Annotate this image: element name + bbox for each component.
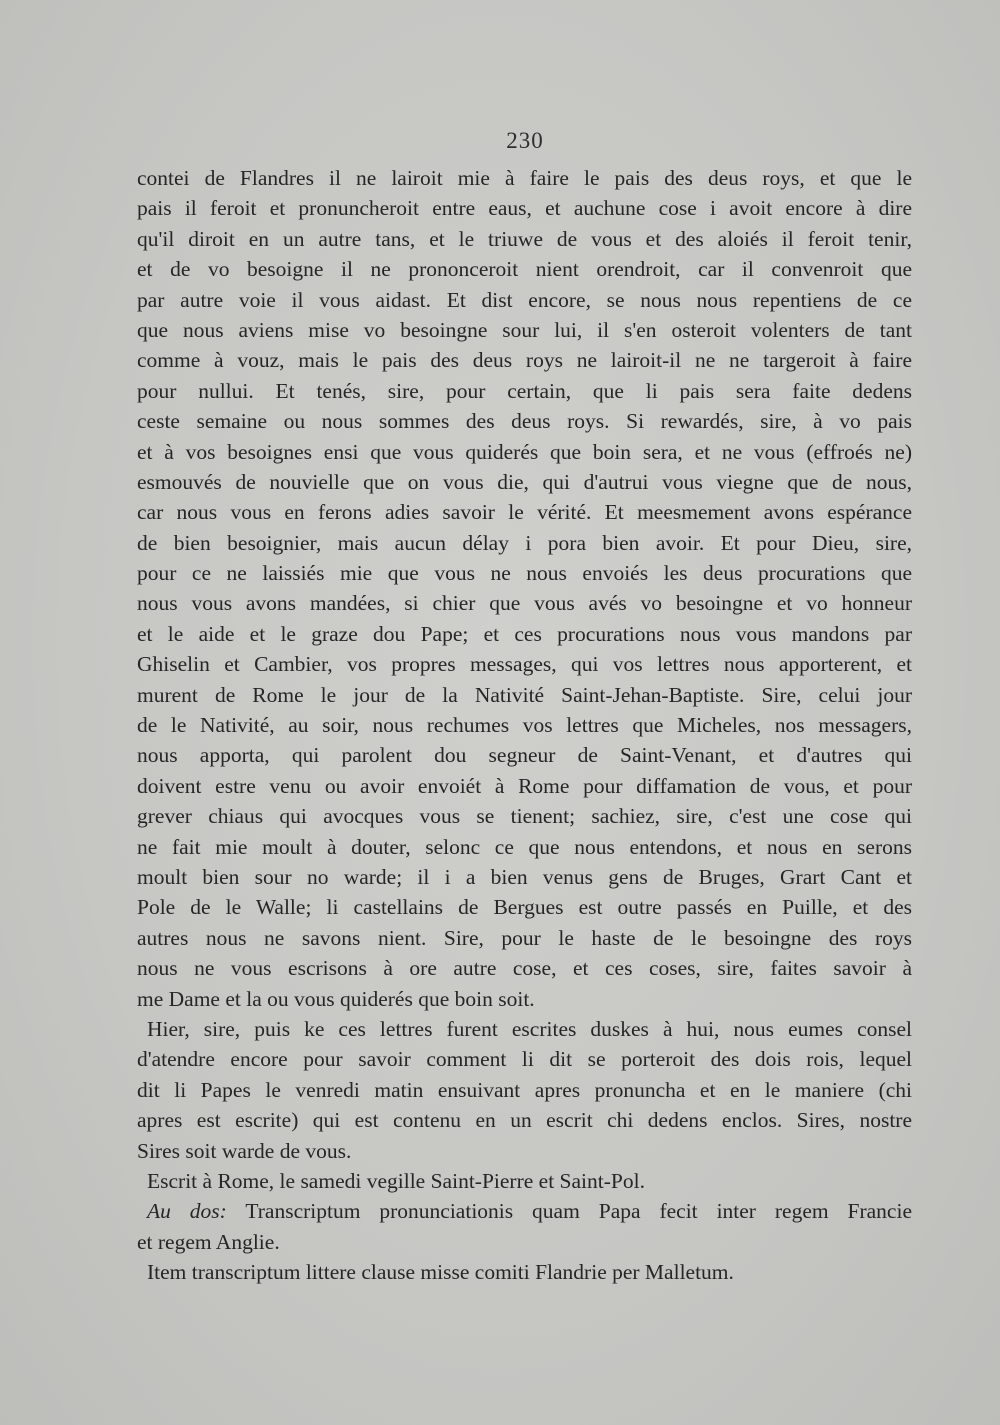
text-line: car nous vous en ferons adies savoir le vérité. Et meesmement avons espérance [137, 500, 912, 525]
text-line: par autre voie il vous aidast. Et dist encore, se nous nous repentiens de ce [137, 287, 912, 312]
text-line: autres nous ne savons nient. Sire, pour le haste de le besoingne des roys [137, 925, 912, 950]
text-line: murent de Rome le jour de la Nativité Saint-Jehan-Baptiste. Sire, celui jour [137, 682, 912, 707]
text-line: d'atendre encore pour savoir comment li dit se porteroit des dois rois, lequel [137, 1047, 912, 1072]
text-line: de le Nativité, au soir, nous rechumes vos lettres que Micheles, nos messagers, [137, 713, 912, 738]
text-line: grever chiaus qui avocques vous se tienent; sachiez, sire, c'est une cose qui [137, 804, 912, 829]
letter-body [137, 163, 912, 1287]
text-line: pais il feroit et pronuncheroit entre eaus, et auchune cose i avoit encore à dire [137, 196, 912, 221]
closing-note: Item transcriptum littere clause misse comiti Flandrie per Malletum. [147, 1260, 734, 1285]
text-line: nous ne vous escrisons à ore autre cose, et ces coses, sire, faites savoir à [137, 956, 912, 981]
text-line: et à vos besoignes ensi que vous quiderés que boin sera, et ne vous (effroés ne) [137, 439, 912, 464]
text-line: nous apporta, qui parolent dou segneur de Saint-Venant, et d'autres qui [137, 743, 912, 768]
text-line: Sires soit warde de vous. [137, 1138, 352, 1163]
text-line: me Dame et la ou vous quiderés que boin soit. [137, 986, 535, 1011]
text-line: nous vous avons mandées, si chier que vous avés vo besoingne et vo honneur [137, 591, 912, 616]
text-line: Hier, sire, puis ke ces lettres furent escrites duskes à hui, nous eumes consel [147, 1016, 912, 1041]
text-line: Pole de le Walle; li castellains de Bergues est outre passés en Puille, et des [137, 895, 912, 920]
text-line: contei de Flandres il ne lairoit mie à faire le pais des deus roys, et que le [137, 166, 912, 190]
text-line: pour ce ne laissiés mie que vous ne nous envoiés les deus procurations que [137, 561, 912, 586]
text-line: moult bien sour no warde; il i a bien venus gens de Bruges, Grart Cant et [137, 864, 912, 889]
text-line: doivent estre venu ou avoir envoiét à Rome pour diffamation de vous, et pour [137, 773, 912, 798]
text-line: Ghiselin et Cambier, vos propres messages, qui vos lettres nous apporterent, et [137, 652, 912, 677]
text-line: de bien besoignier, mais aucun délay i pora bien avoir. Et pour Dieu, sire, [137, 530, 912, 555]
text-line: et le aide et le graze dou Pape; et ces procurations nous vous mandons par [137, 621, 912, 646]
text-line: comme à vouz, mais le pais des deus roys ne lairoit-il ne ne targeroit à faire [137, 348, 912, 373]
endorsement-text-1: Transcriptum pronunciationis quam Papa fecit inter regem Francie [245, 1199, 912, 1224]
page-number: 230 [506, 128, 544, 153]
paragraph-main [137, 163, 912, 1014]
endorsement-label: Au dos: [147, 1199, 227, 1224]
paragraph-postscript [137, 1014, 912, 1166]
text-line: pour nullui. Et tenés, sire, pour certain, que li pais sera faite dedens [137, 378, 912, 403]
text-line: ne fait mie moult à douter, selonc ce que nous entendons, et nous en serons [137, 834, 912, 859]
text-line: dit li Papes le venredi matin ensuivant apres pronuncha et en le maniere (chi [137, 1077, 912, 1102]
endorsement-line-2: et regem Anglie. [137, 1229, 280, 1254]
text-line: esmouvés de nouvielle que on vous die, qui d'autrui vous viegne que de nous, [137, 469, 912, 494]
text-line: qu'il diroit en un autre tans, et le triuwe de vous et des aloiés il feroit tenir, [137, 226, 912, 251]
text-line: que nous aviens mise vo besoingne sour lui, il s'en osteroit volenters de tant [137, 317, 912, 342]
text-line: et de vo besoigne il ne prononceroit nient orendroit, car il convenroit que [137, 257, 912, 282]
endorsement-line-1 [137, 1196, 912, 1226]
text-line: apres est escrite) qui est contenu en un escrit chi dedens enclos. Sires, nostre [137, 1108, 912, 1133]
dateline: Escrit à Rome, le samedi vegille Saint-Pierre et Saint-Pol. [147, 1168, 645, 1193]
text-line: ceste semaine ou nous sommes des deus roys. Si rewardés, sire, à vo pais [137, 409, 912, 434]
